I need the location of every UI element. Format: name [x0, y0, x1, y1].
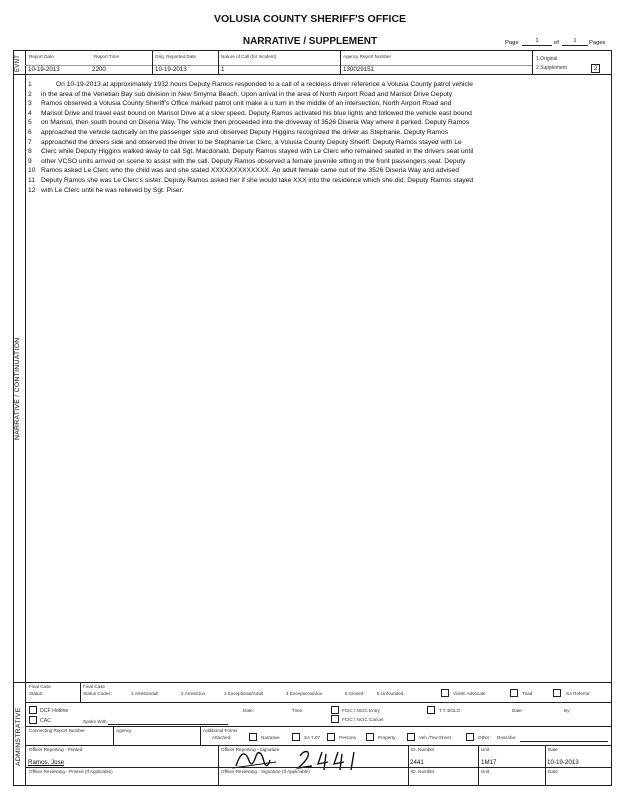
sa-referral-label: SA Referral [566, 691, 590, 696]
form-veh-tow-checkbox[interactable] [407, 733, 415, 741]
line-text: Marisol Drive and travel east bound on Marisol Drive at a slow speed. Deputy Ramos activated his blue lights and followed the vehicle east bound [41, 109, 472, 117]
officer-signature-label: Officer Reporting - Signature [221, 747, 280, 752]
line-number: 8 [28, 148, 32, 156]
narrative-line [28, 109, 608, 119]
line-text: on Marisol, then south bound on Diseria Way. The vehicle then proceeded into the driveway of 3526 Diseria Way where it parked. Deputy Ramos [41, 119, 470, 127]
code-exceptional-adult: 3 Exceptional/Adult [224, 691, 264, 696]
supplement-value: 2 [594, 66, 598, 72]
orig-reported-date-label: Orig. Reported Date [155, 54, 197, 59]
time-label: Time: [292, 708, 304, 713]
side-column-divider [25, 50, 26, 786]
narrative-side-label: NARRATIVE / CONTINUATION [14, 337, 21, 440]
cac-checkbox[interactable] [29, 716, 37, 724]
agency-report-number: 130029151 [343, 66, 374, 73]
form-persons-checkbox[interactable] [327, 733, 335, 741]
attached-label: Attached: [212, 735, 232, 740]
report-date: 10-19-2013 [28, 66, 60, 73]
fcic-cancel-checkbox[interactable] [331, 715, 339, 723]
victim-advocate-checkbox[interactable] [441, 689, 449, 697]
report-date-label: Report Date [29, 54, 54, 59]
line-number: 2 [28, 90, 32, 98]
final-case-label-2: Final Case [83, 684, 105, 689]
line-text: On 10-19-2013 at approximately 1932 hours Deputy Ramos responded to a call of a reckless driver reference a Volusia County patrol vehicle [41, 81, 473, 88]
narrative-line [28, 80, 608, 90]
line-number: 5 [28, 119, 32, 127]
officer-reporting-name: Ramos, Jose [28, 759, 65, 766]
form-other-label: Other: [478, 735, 491, 740]
narrative-text [28, 80, 608, 195]
officer-reporting-label: Officer Reporting - Printed [29, 747, 83, 752]
line-text: approached the drivers side and observed the driver to be Stephanie Le Clerc, a Volusia County Deputy Sheriff. Deputy Ramos stayed with Le [41, 138, 462, 146]
tt-bolo-checkbox[interactable] [427, 706, 435, 714]
form-property-checkbox[interactable] [366, 733, 374, 741]
agency-title: VOLUSIA COUNTY SHERIFF'S OFFICE [213, 13, 407, 25]
page-label: Page [505, 40, 519, 46]
report-date-bottom: 10-19-2013 [547, 759, 579, 766]
form-persons-label: Persons [339, 735, 356, 740]
line-text: approached the vehicle tactically on the passenger side and observed Deputy Higgins recognized the driver as Stephanie. Deputy Ramos [41, 128, 449, 136]
officer-reviewing-label: Officer Reviewing - Printed (If Applicable) [29, 769, 113, 774]
form-sa707-label: SA 7.07 [304, 735, 321, 740]
triad-label: Triad [522, 691, 533, 696]
id-number-label: ID. Number [411, 747, 435, 752]
line-number: 11 [28, 176, 35, 184]
line-text: Ramos asked Le Clerc who the child was and she stated XXXXXXXXXXXXX. An adult female came out of the 3526 Diseria Way and advised [41, 167, 459, 175]
dcf-hotline-checkbox[interactable] [29, 706, 37, 714]
final-case-label: Final Case [29, 684, 51, 689]
nature-of-call: 1 [221, 66, 225, 73]
date-label-3: Date [548, 747, 558, 752]
describe-label: Describe: [497, 735, 517, 740]
tt-bolo-label: T.T. BOLO [439, 708, 461, 713]
by-label: By: [564, 708, 571, 713]
status-label: Status: [29, 691, 44, 696]
line-text: other VCSO units arrived on scene to assist with the call. Deputy Ramos observed a female juvenile sitting in the front passengers seat. Deputy [41, 157, 466, 165]
additional-forms-label: Additional Forms [203, 728, 238, 733]
event-row-bottom [13, 74, 612, 75]
supplement-label: 2.Supplement [536, 65, 567, 71]
orig-reported-date: 10-19-2013 [155, 66, 187, 73]
line-text: Clerc while Deputy Higgins walked away to call Sgt. Macdonald. Deputy Ramos stayed with Le Clerc who remained seated in the drivers seat until [41, 148, 474, 156]
line-number: 12 [28, 186, 36, 194]
line-number: 3 [28, 100, 32, 108]
connecting-report-label: Connecting Report Number [29, 728, 85, 733]
agency-report-label: Agency Report Number [343, 54, 392, 59]
narrative-line [28, 186, 608, 196]
date-label: Date: [243, 708, 254, 713]
victim-advocate-label: Victim Advocate [453, 691, 486, 696]
narrative-line [28, 157, 608, 167]
form-sa707-checkbox[interactable] [292, 733, 300, 741]
narrative-line [28, 90, 608, 100]
narrative-line [28, 118, 608, 128]
form-veh-tow-label: Veh./Tow Sheet [419, 735, 451, 740]
line-text: Deputy Ramos she was Le Clerc's sister. Deputy Ramos asked her if she would take XXX into the residence which she did. Deputy Ramos stayed [41, 176, 474, 184]
id-number: 2441 [410, 759, 424, 766]
report-time: 2200 [92, 66, 106, 73]
date-label-2: Date: [512, 708, 523, 713]
sa-referral-checkbox[interactable] [553, 689, 561, 697]
unit-label-2: Unit [481, 769, 490, 774]
line-number: 7 [28, 138, 32, 146]
date-label-4: Date [548, 769, 558, 774]
unit-label: Unit [481, 747, 490, 752]
line-number: 6 [28, 128, 32, 136]
form-narrative-label: Narrative [261, 735, 280, 740]
form-other-checkbox[interactable] [466, 733, 474, 741]
event-side-label: EVNT [15, 54, 21, 72]
fcic-cancel-label: FCIC / NCIC Cancel [342, 717, 384, 722]
narrative-line [28, 166, 608, 176]
cac-label: CAC [40, 718, 51, 724]
page-number: 1 [522, 39, 552, 46]
nature-of-call-label: Nature of Call (for Incident) [221, 54, 277, 59]
line-text: in the area of the Venetian Bay sub division in New Smyrna Beach. Upon arrival in the area of North Airport Road and Marisol Drive Deputy [41, 90, 453, 98]
pages-label: Pages [589, 40, 606, 46]
narrative-line [28, 147, 608, 157]
reviewing-signature-label: Officer Reviewing - Signature (If Applicable) [221, 769, 310, 774]
code-arrest-adult: 1 Arrest/Adult [131, 691, 159, 696]
admin-side-label: ADMINSTRATIVE [15, 707, 22, 766]
narrative-line [28, 138, 608, 148]
fcic-entry-checkbox[interactable] [331, 706, 339, 714]
unit-value: 1M17 [481, 759, 497, 766]
line-number: 1 [28, 81, 32, 88]
narrative-line [28, 128, 608, 138]
code-closed: 5 Closed [345, 691, 364, 696]
of-label: of [554, 40, 559, 46]
line-number: 9 [28, 157, 32, 165]
dcf-hotline-label: DCF Hotline [40, 708, 69, 714]
id-number-label-2: ID. Number [411, 769, 435, 774]
narrative-line [28, 176, 608, 186]
narrative-line [28, 99, 608, 109]
page-total: 1 [562, 39, 588, 46]
fcic-entry-label: FCIC / NCIC Entry [342, 708, 380, 713]
form-property-label: Property [378, 735, 396, 740]
form-title: NARRATIVE / SUPPLEMENT [242, 36, 378, 47]
code-arrest-juv: 2 Arrest/Juv. [181, 691, 207, 696]
form-narrative-checkbox[interactable] [249, 733, 257, 741]
original-label: 1.Original [536, 56, 558, 62]
code-unfounded: 6 Unfounded [377, 691, 404, 696]
status-codes-label: Status Codes: [83, 691, 112, 696]
line-text: Ramos observed a Volusia County Sheriff's Office marked patrol unit make a u turn in the middle of an intersection, North Airport Road and [41, 100, 452, 108]
admin-top-border [13, 682, 612, 683]
code-exceptional-juv: 4 Exceptional/Juv. [286, 691, 323, 696]
report-time-label: Report Time [94, 54, 120, 59]
line-number: 10 [28, 167, 36, 175]
triad-checkbox[interactable] [510, 689, 518, 697]
spoke-with-label: Spoke With: [83, 719, 108, 724]
line-number: 4 [28, 109, 32, 117]
line-text: with Le Clerc until he was relieved by Sgt. Piser. [41, 186, 184, 194]
agency-label: Agency [116, 728, 132, 733]
